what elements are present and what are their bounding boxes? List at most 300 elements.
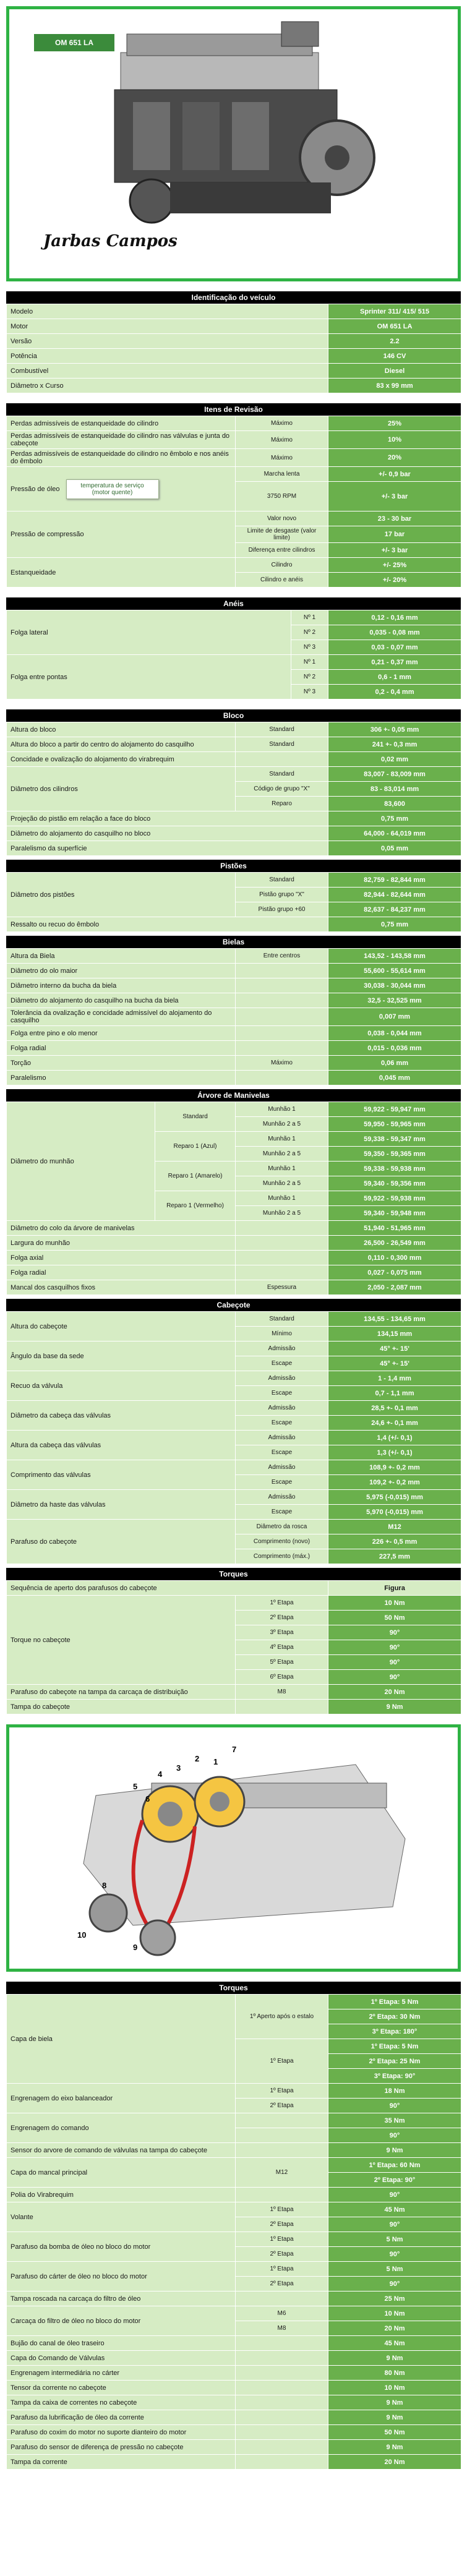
row-mid: Admissão	[236, 1460, 328, 1475]
row-value: 108,9 +- 0,2 mm	[328, 1460, 461, 1475]
row-mid: Comprimento (máx.)	[236, 1549, 328, 1564]
etapa-value: 90°	[405, 2072, 416, 2080]
row-value: 0,015 - 0,036 mm	[328, 1041, 461, 1056]
manivelas-table	[6, 1102, 461, 1295]
row-value: 90°	[328, 2128, 461, 2143]
row-label: Parafuso da bomba de óleo no bloco do motor	[7, 2232, 236, 2262]
row-mid	[236, 2291, 328, 2306]
row-value: 23 - 30 bar	[328, 511, 461, 526]
row-value: 0,2 - 0,4 mm	[328, 685, 461, 700]
diagram-callout-label: 7	[232, 1745, 237, 1754]
row-label: Sensor do arvore de comando de válvulas na tampa do cabeçote	[7, 2143, 236, 2158]
row-mid	[236, 2410, 328, 2425]
row-mid: 6º Etapa	[236, 1670, 328, 1685]
row-value: 90°	[328, 2277, 461, 2291]
row-value: 83,007 - 83,009 mm	[328, 767, 461, 782]
section-bielas-title: Bielas	[6, 936, 461, 948]
row-value: 26,500 - 26,549 mm	[328, 1236, 461, 1251]
row-value: 50 Nm	[328, 1611, 461, 1625]
row-value: +/- 3 bar	[328, 482, 461, 511]
row-mid	[236, 2366, 328, 2381]
diagram-callout-label: 3	[176, 1763, 181, 1773]
row-mid: Munhão 2 a 5	[236, 1176, 328, 1191]
row-value: 0,03 - 0,07 mm	[328, 640, 461, 655]
row-mid: M8	[236, 1685, 328, 1700]
row-mid: 4º Etapa	[236, 1640, 328, 1655]
row-value: 35 Nm	[328, 2113, 461, 2128]
row-label: Tampa do cabeçote	[7, 1700, 236, 1714]
row-mid: Admissão	[236, 1431, 328, 1445]
row-mid: Escape	[236, 1505, 328, 1520]
row-mid: Pistão grupo +60	[236, 902, 328, 917]
section-bloco-title: Bloco	[6, 709, 461, 722]
etapa-label: 1º Etapa	[371, 1998, 398, 2006]
row-label: Ângulo da base da sede	[7, 1341, 236, 1371]
row-label: Capa do Comando de Válvulas	[7, 2351, 236, 2366]
compressao-label: Pressão de compressão	[7, 511, 236, 558]
identificacao-table	[6, 304, 461, 393]
row-value: 90°	[328, 2247, 461, 2262]
row-label: Folga entre pino e olo menor	[7, 1026, 236, 1041]
row-mid: Standard	[236, 722, 328, 737]
row-value: 20 Nm	[328, 2321, 461, 2336]
bloco-table	[6, 722, 461, 856]
row-mid	[236, 2143, 328, 2158]
row-value: 0,007 mm	[328, 1008, 461, 1026]
row-mid: 2º Etapa	[236, 2277, 328, 2291]
row-value: 45 Nm	[328, 2202, 461, 2217]
row-value: 2º Etapa: 30 Nm	[328, 2009, 461, 2024]
row-mid	[236, 2395, 328, 2410]
row-value: 83 x 99 mm	[328, 379, 461, 393]
row-label: Diâmetro do alojamento do casquilho na bucha da biela	[7, 993, 236, 1008]
row-label: Perdas admissíveis de estanqueidade do cilindro	[7, 416, 236, 431]
row-value: 1º Etapa: 60 Nm	[328, 2158, 461, 2173]
diagram-callout-label: 9	[133, 1943, 138, 1952]
row-value: 1 - 1,4 mm	[328, 1371, 461, 1386]
row-value: 3º Etapa: 90°	[328, 2069, 461, 2084]
row-value: 82,637 - 84,237 mm	[328, 902, 461, 917]
row-value: +/- 0,9 bar	[328, 467, 461, 482]
row-mid: Escape	[236, 1386, 328, 1401]
row-mid: Mínimo	[236, 1327, 328, 1341]
torques1-table	[6, 1580, 461, 1714]
row-label: Comprimento das válvulas	[7, 1460, 236, 1490]
etapa-value: 180°	[403, 2027, 418, 2035]
row-value: 2º Etapa: 90°	[328, 2173, 461, 2188]
row-value: 9 Nm	[328, 2351, 461, 2366]
biela-sub2: 1º Etapa	[236, 2039, 328, 2084]
row-mid: 2º Etapa	[236, 2099, 328, 2113]
row-label: Diâmetro da haste das válvulas	[7, 1490, 236, 1520]
row-mid: Nº 3	[291, 640, 328, 655]
row-mid: Limite de desgaste (valor limite)	[236, 526, 328, 543]
folga-pontas-label: Folga entre pontas	[7, 655, 291, 700]
row-mid	[236, 993, 328, 1008]
row-value: 90°	[328, 1625, 461, 1640]
row-value: 0,110 - 0,300 mm	[328, 1251, 461, 1265]
row-value: 45 Nm	[328, 2336, 461, 2351]
row-mid: 1º Etapa	[236, 2262, 328, 2277]
row-value: 146 CV	[328, 349, 461, 364]
row-mid: 5º Etapa	[236, 1655, 328, 1670]
diagram-svg	[9, 1727, 458, 1969]
etapa-value: 25 Nm	[400, 2057, 421, 2065]
row-mid: Admissão	[236, 1371, 328, 1386]
row-label: Parafuso do cabeçote	[7, 1520, 236, 1564]
row-value: 30,038 - 30,044 mm	[328, 978, 461, 993]
row-mid	[236, 2455, 328, 2470]
row-value: 10 Nm	[328, 2381, 461, 2395]
row-value: 5 Nm	[328, 2232, 461, 2247]
row-label: Parafuso do cabeçote na tampa da carcaça de distribuição	[7, 1685, 236, 1700]
row-value: 45° +- 15'	[328, 1341, 461, 1356]
diam-pistoes-label: Diâmetro dos pistões	[7, 873, 236, 917]
row-label: Tensor da corrente no cabeçote	[7, 2381, 236, 2395]
row-value: 90°	[328, 1655, 461, 1670]
row-label: Engrenagem do eixo balanceador	[7, 2084, 236, 2113]
row-mid: Valor novo	[236, 511, 328, 526]
row-label: Combustível	[7, 364, 328, 379]
section-cabecote-title: Cabeçote	[6, 1299, 461, 1311]
row-value: 1º Etapa: 5 Nm	[328, 1995, 461, 2009]
row-label: Engrenagem intermediária no cárter	[7, 2366, 236, 2381]
row-value: 17 bar	[328, 526, 461, 543]
row-value: 143,52 - 143,58 mm	[328, 949, 461, 964]
oleo-label: Pressão de óleo	[11, 485, 60, 493]
torques2-table	[6, 1994, 461, 2470]
etapa-label: 1º Etapa	[369, 2161, 396, 2169]
biela-sub1: 1º Aperto após o estalo	[236, 1995, 328, 2039]
munhao-label: Diâmetro do munhão	[7, 1102, 155, 1221]
row-value: 10 Nm	[328, 1596, 461, 1611]
row-mid: Escape	[236, 1445, 328, 1460]
diagram-callout-label: 8	[102, 1881, 107, 1890]
etapa-label: 3º Etapa	[372, 2027, 399, 2035]
row-value: Figura	[328, 1581, 461, 1596]
row-value: 32,5 - 32,525 mm	[328, 993, 461, 1008]
row-value: 5 Nm	[328, 2262, 461, 2277]
row-value: 1,4 (+/- 0,1)	[328, 1431, 461, 1445]
etapa-value: 30 Nm	[400, 2013, 421, 2021]
row-mid: 2º Etapa	[236, 2247, 328, 2262]
row-mid: Munhão 1	[236, 1132, 328, 1147]
row-label: Largura do munhão	[7, 1236, 236, 1251]
row-value: Diesel	[328, 364, 461, 379]
row-mid: Código de grupo "X"	[236, 782, 328, 797]
row-value: 241 +- 0,3 mm	[328, 737, 461, 752]
row-mid: Escape	[236, 1416, 328, 1431]
row-mid: Nº 1	[291, 655, 328, 670]
row-mid	[236, 1041, 328, 1056]
row-mid: Pistão grupo "X"	[236, 888, 328, 902]
row-value: 0,6 - 1 mm	[328, 670, 461, 685]
row-value: 90°	[328, 1670, 461, 1685]
row-label: Altura do bloco	[7, 722, 236, 737]
etapa-value: 5 Nm	[401, 1998, 419, 2006]
row-mid: Munhão 1	[236, 1102, 328, 1117]
group-name: Reparo 1 (Amarelo)	[155, 1162, 236, 1191]
etapa-label: 2º Etapa	[369, 2057, 396, 2065]
row-value: 80 Nm	[328, 2366, 461, 2381]
row-mid: Munhão 1	[236, 1162, 328, 1176]
row-mid: Máximo	[236, 416, 328, 431]
row-value: 0,06 mm	[328, 1056, 461, 1071]
row-value: 59,340 - 59,356 mm	[328, 1176, 461, 1191]
diagram-callout-label: 1	[213, 1757, 218, 1766]
row-mid: 2º Etapa	[236, 1611, 328, 1625]
row-label: Tampa roscada na carcaça do filtro de óleo	[7, 2291, 236, 2306]
row-value: 0,21 - 0,37 mm	[328, 655, 461, 670]
row-mid: M12	[236, 2158, 328, 2188]
row-value: 0,02 mm	[328, 752, 461, 767]
section-torques1-title: Torques	[6, 1568, 461, 1580]
etapa-label: 2º Etapa	[374, 2176, 401, 2184]
row-value: 2.2	[328, 334, 461, 349]
capa-biela-label: Capa de biela	[7, 1995, 236, 2084]
row-value: 82,944 - 82,644 mm	[328, 888, 461, 902]
row-mid: Admissão	[236, 1341, 328, 1356]
row-value: 90°	[328, 1640, 461, 1655]
row-value: 1,3 (+/- 0,1)	[328, 1445, 461, 1460]
row-value: 20%	[328, 449, 461, 467]
row-mid: Cilindro	[236, 558, 328, 573]
diagram-callout-label: 10	[77, 1930, 87, 1940]
row-label: Tampa da corrente	[7, 2455, 236, 2470]
row-value: 226 +- 0,5 mm	[328, 1534, 461, 1549]
row-label: Mancal dos casquilhos fixos	[7, 1280, 236, 1295]
row-value: 59,338 - 59,938 mm	[328, 1162, 461, 1176]
section-revisao-title: Itens de Revisão	[6, 403, 461, 416]
row-label: Altura da cabeça das válvulas	[7, 1431, 236, 1460]
row-mid	[236, 2351, 328, 2366]
row-label: Perdas admissíveis de estanqueidade do cilindro nas válvulas e junta do cabeçote	[7, 431, 236, 449]
row-mid: Diferença entre cilindros	[236, 543, 328, 558]
oleo-label-cell	[7, 467, 236, 511]
row-value: 50 Nm	[328, 2425, 461, 2440]
estanq-label: Estanqueidade	[7, 558, 236, 588]
row-mid: Escape	[236, 1356, 328, 1371]
row-mid	[236, 752, 328, 767]
row-mid: Marcha lenta	[236, 467, 328, 482]
row-mid	[236, 2336, 328, 2351]
row-mid: Máximo	[236, 431, 328, 449]
row-value: 5,975 (-0,015) mm	[328, 1490, 461, 1505]
row-mid: Diâmetro da rosca	[236, 1520, 328, 1534]
row-label: Projeção do pistão em relação a face do bloco	[7, 811, 328, 826]
row-value: 82,759 - 82,844 mm	[328, 873, 461, 888]
row-label: Modelo	[7, 304, 328, 319]
row-value: +/- 20%	[328, 573, 461, 588]
row-label: Engrenagem do comando	[7, 2113, 236, 2143]
row-mid: Entre centros	[236, 949, 328, 964]
row-value: 24,6 +- 0,1 mm	[328, 1416, 461, 1431]
row-label: Perdas admissíveis de estanqueidade do cilindro no êmbolo e nos anéis do êmbolo	[7, 449, 236, 467]
oleo-note: temperatura de serviço (motor quente)	[66, 479, 159, 499]
row-label: Motor	[7, 319, 328, 334]
row-value: 306 +- 0,05 mm	[328, 722, 461, 737]
row-value: M12	[328, 1520, 461, 1534]
row-label: Parafuso do cárter de óleo no bloco do motor	[7, 2262, 236, 2291]
engine-badge: OM 651 LA	[34, 34, 114, 51]
row-mid: 1º Etapa	[236, 2202, 328, 2217]
row-mid: 2º Etapa	[236, 2217, 328, 2232]
section-pistoes-title: Pistões	[6, 860, 461, 872]
row-mid: Nº 1	[291, 610, 328, 625]
brand-logo-text: Jarbas Campos	[43, 232, 178, 250]
row-value: 2º Etapa: 25 Nm	[328, 2054, 461, 2069]
row-mid: Standard	[236, 767, 328, 782]
row-mid: Munhão 2 a 5	[236, 1206, 328, 1221]
row-label: Carcaça do filtro de óleo no bloco do motor	[7, 2306, 236, 2336]
row-label: Polia do Virabrequim	[7, 2188, 236, 2202]
diam-cilindros-label: Diâmetro dos cilindros	[7, 767, 236, 811]
row-mid: Munhão 2 a 5	[236, 1117, 328, 1132]
row-label: Parafuso do sensor de diferença de pressão no cabeçote	[7, 2440, 236, 2455]
row-mid: Espessura	[236, 1280, 328, 1295]
row-value: +/- 3 bar	[328, 543, 461, 558]
row-label: Diâmetro x Curso	[7, 379, 328, 393]
group-name: Reparo 1 (Vermelho)	[155, 1191, 236, 1221]
row-label: Folga radial	[7, 1041, 236, 1056]
etapa-value: 60 Nm	[400, 2161, 421, 2169]
row-mid: Nº 3	[291, 685, 328, 700]
group-name: Standard	[155, 1102, 236, 1132]
row-label: Altura do bloco a partir do centro do alojamento do casquilho	[7, 737, 236, 752]
row-value: 90°	[328, 2099, 461, 2113]
etapa-label: 2º Etapa	[369, 2013, 396, 2021]
row-value: 9 Nm	[328, 2440, 461, 2455]
row-value: 134,15 mm	[328, 1327, 461, 1341]
row-value: 59,340 - 59,948 mm	[328, 1206, 461, 1221]
row-value: +/- 25%	[328, 558, 461, 573]
timing-chain-diagram	[6, 1724, 461, 1972]
row-value: 0,75 mm	[328, 917, 461, 932]
row-mid: Admissão	[236, 1401, 328, 1416]
row-label: Bujão do canal de óleo traseiro	[7, 2336, 236, 2351]
row-value: 9 Nm	[328, 2410, 461, 2425]
row-mid: Comprimento (novo)	[236, 1534, 328, 1549]
row-value: 18 Nm	[328, 2084, 461, 2099]
row-mid	[236, 1071, 328, 1085]
row-value: 83,600	[328, 797, 461, 811]
row-mid	[236, 1251, 328, 1265]
row-label: Tampa da caixa de correntes no cabeçote	[7, 2395, 236, 2410]
hero-panel	[6, 6, 461, 281]
row-mid: Máximo	[236, 449, 328, 467]
row-value: 5,970 (-0,015) mm	[328, 1505, 461, 1520]
row-label: Capa do mancal principal	[7, 2158, 236, 2188]
row-mid	[236, 2381, 328, 2395]
row-value: 51,940 - 51,965 mm	[328, 1221, 461, 1236]
row-label: Torque no cabeçote	[7, 1596, 236, 1685]
diagram-callout-label: 2	[195, 1754, 200, 1763]
row-mid: Máximo	[236, 1056, 328, 1071]
row-value: 1º Etapa: 5 Nm	[328, 2039, 461, 2054]
row-mid: Reparo	[236, 797, 328, 811]
row-mid: 1º Etapa	[236, 2232, 328, 2247]
row-value: 10 Nm	[328, 2306, 461, 2321]
row-mid: Standard	[236, 1312, 328, 1327]
etapa-value: 5 Nm	[401, 2042, 419, 2050]
row-value: 227,5 mm	[328, 1549, 461, 1564]
row-value: 9 Nm	[328, 1700, 461, 1714]
cabecote-table	[6, 1311, 461, 1564]
row-mid	[236, 2425, 328, 2440]
row-label: Sequência de aperto dos parafusos do cabeçote	[7, 1581, 328, 1596]
row-value: 90°	[328, 2217, 461, 2232]
row-mid: Nº 2	[291, 670, 328, 685]
row-label: Paralelismo da superfície	[7, 841, 328, 856]
row-mid	[236, 2440, 328, 2455]
row-mid: 3º Etapa	[236, 1625, 328, 1640]
row-value: 10%	[328, 431, 461, 449]
row-mid: 1º Etapa	[236, 2084, 328, 2099]
row-value: 59,950 - 59,965 mm	[328, 1117, 461, 1132]
row-value: 59,338 - 59,347 mm	[328, 1132, 461, 1147]
row-value: 109,2 +- 0,2 mm	[328, 1475, 461, 1490]
row-mid: Cilindro e anéis	[236, 573, 328, 588]
row-mid: Nº 2	[291, 625, 328, 640]
row-value: 9 Nm	[328, 2143, 461, 2158]
row-value: 0,75 mm	[328, 811, 461, 826]
row-value: 45° +- 15'	[328, 1356, 461, 1371]
row-label: Diâmetro interno da bucha da biela	[7, 978, 236, 993]
row-label: Altura do cabeçote	[7, 1312, 236, 1341]
row-value: 20 Nm	[328, 2455, 461, 2470]
row-label: Diâmetro da cabeça das válvulas	[7, 1401, 236, 1431]
diagram-callout-label: 4	[158, 1769, 163, 1779]
row-value: 0,05 mm	[328, 841, 461, 856]
row-value: 0,038 - 0,044 mm	[328, 1026, 461, 1041]
row-mid	[236, 2188, 328, 2202]
row-value: 134,55 - 134,65 mm	[328, 1312, 461, 1327]
row-mid: M8	[236, 2321, 328, 2336]
row-mid: Standard	[236, 873, 328, 888]
row-value: 0,12 - 0,16 mm	[328, 610, 461, 625]
row-label: Diâmetro do colo da árvore de manivelas	[7, 1221, 236, 1236]
row-mid	[236, 1265, 328, 1280]
row-label: Versão	[7, 334, 328, 349]
row-label: Ressalto ou recuo do êmbolo	[7, 917, 328, 932]
row-value: 28,5 +- 0,1 mm	[328, 1401, 461, 1416]
row-mid: Munhão 2 a 5	[236, 1147, 328, 1162]
row-label: Recuo da válvula	[7, 1371, 236, 1401]
row-value: 64,000 - 64,019 mm	[328, 826, 461, 841]
diagram-callout-label: 5	[133, 1782, 138, 1791]
row-value: 25 Nm	[328, 2291, 461, 2306]
aneis-table	[6, 610, 461, 700]
row-value: OM 651 LA	[328, 319, 461, 334]
row-value: 0,027 - 0,075 mm	[328, 1265, 461, 1280]
row-mid	[236, 1026, 328, 1041]
row-mid	[236, 964, 328, 978]
row-label: Concidade e ovalização do alojamento do virabrequim	[7, 752, 236, 767]
folga-lateral-label: Folga lateral	[7, 610, 291, 655]
section-manivelas-title: Árvore de Manivelas	[6, 1089, 461, 1102]
row-label: Torção	[7, 1056, 236, 1071]
row-label: Parafuso do coxim do motor no suporte dianteiro do motor	[7, 2425, 236, 2440]
row-label: Potência	[7, 349, 328, 364]
row-value: Sprinter 311/ 415/ 515	[328, 304, 461, 319]
row-value: 2,050 - 2,087 mm	[328, 1280, 461, 1295]
section-aneis-title: Anéis	[6, 597, 461, 610]
row-value: 20 Nm	[328, 1685, 461, 1700]
row-value: 25%	[328, 416, 461, 431]
row-mid	[236, 2128, 328, 2143]
row-label: Tolerância da ovalização e concidade admissível do alojamento do casquilho	[7, 1008, 236, 1026]
row-mid	[236, 1008, 328, 1026]
